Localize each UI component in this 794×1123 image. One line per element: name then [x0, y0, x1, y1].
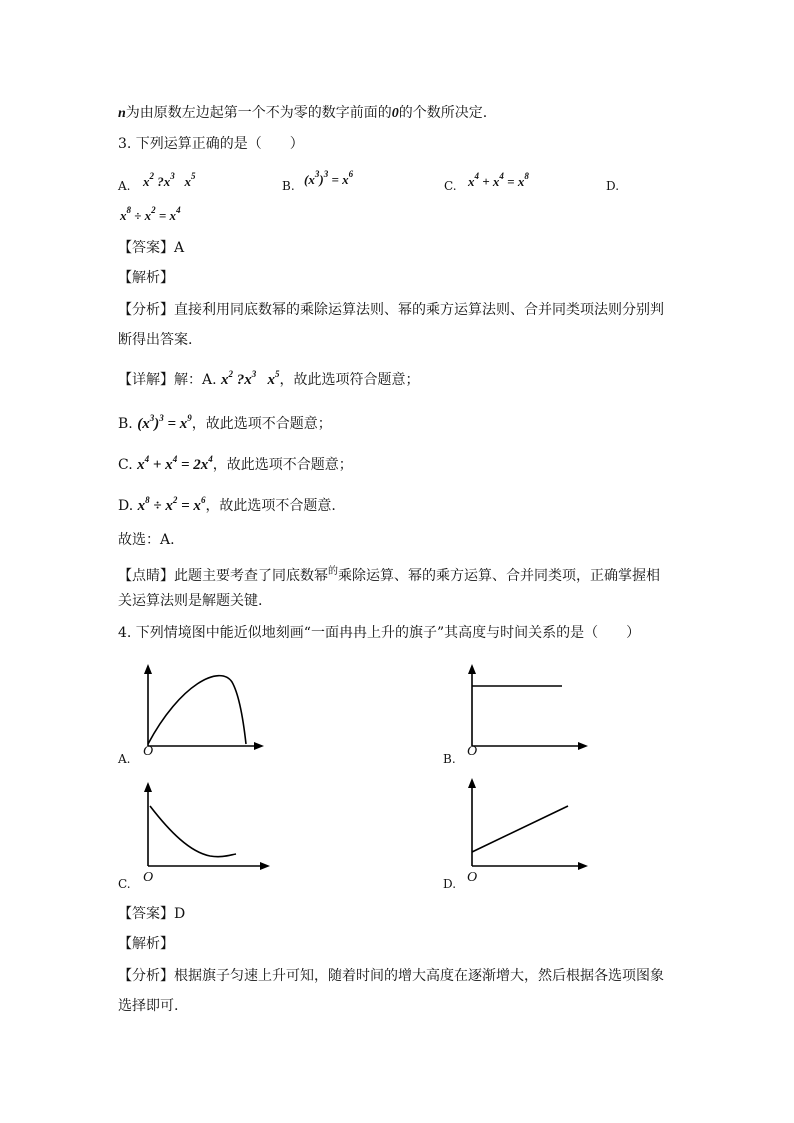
- detail-b: B. $(x^3)^3 = x^9$，故此选项不合题意；: [118, 413, 332, 432]
- option-a-expr: $x^2$ $?x^3$ $x^5$: [143, 171, 196, 189]
- answer-4: 【答案】D: [118, 906, 186, 922]
- answer-3: 【答案】A: [118, 240, 185, 256]
- digit-zero: 0: [391, 106, 399, 121]
- option-a-label: A.: [118, 179, 131, 193]
- question-4-stem: 4. 下列情境图中能近似地刻画“一面冉冉上升的旗子”其高度与时间关系的是（ ）: [118, 625, 641, 641]
- detail-d-expr: $x^8 \div x^2 = x^6$: [137, 495, 206, 514]
- option-d-label: D.: [606, 179, 620, 193]
- analysis-4-line-1: 【分析】根据旗子匀速上升可知，随着时间的增大高度在逐渐增大，然后根据各选项图象: [118, 968, 664, 984]
- graph-a: [140, 664, 266, 754]
- analysis-4-line-2: 选择即可.: [118, 998, 179, 1014]
- graph-b-origin: O: [467, 744, 478, 759]
- graph-c-origin: O: [143, 870, 154, 885]
- graph-a-label: A.: [118, 752, 131, 766]
- option-b-label: B.: [282, 179, 295, 193]
- graph-b: [464, 664, 590, 754]
- comment-3-line-1: 【点睛】此题主要考查了同底数幂$^的$乘除运算、幂的乘方运算、合并同类项，正确掌握相: [118, 566, 660, 584]
- detail-c: C. $x^4 + x^4 = 2x^4$，故此选项不合题意；: [118, 454, 353, 473]
- option-c-label: C.: [444, 179, 457, 193]
- graph-b-label: B.: [443, 752, 456, 766]
- comment-3-line-2: 关运算法则是解题关键.: [118, 593, 263, 609]
- graph-a-origin: O: [143, 744, 154, 759]
- analysis-3-line-1: 【分析】直接利用同底数幂的乘除运算法则、幂的乘方运算法则、合并同类项法则分别判: [118, 302, 664, 318]
- option-c-expr: $x^4 + x^4 = x^8$: [468, 171, 529, 189]
- var-n: n: [118, 106, 126, 121]
- detail-a-expr: $x^2$ $?x^3$ $x^5$: [221, 369, 280, 388]
- detail-c-expr: $x^4 + x^4 = 2x^4$: [137, 454, 213, 473]
- detail-a: 【详解】解：A. $x^2$ $?x^3$ $x^5$，故此选项符合题意；: [118, 369, 420, 388]
- graph-d-label: D.: [443, 877, 457, 891]
- option-d-expr: $x^8 \div x^2 = x^4$: [120, 205, 181, 223]
- option-b-expr: $(x^3)^3 = x^6$: [304, 169, 354, 187]
- graph-c: [140, 782, 272, 872]
- graph-d: [464, 778, 590, 872]
- detail-d: D. $x^8 \div x^2 = x^6$，故此选项不合题意.: [118, 495, 336, 514]
- analysis-3-line-2: 断得出答案.: [118, 332, 193, 348]
- note-line: n为由原数左边起第一个不为零的数字前面的0的个数所决定.: [118, 105, 488, 121]
- graph-d-origin: O: [467, 870, 478, 885]
- jiexi-4: 【解析】: [118, 936, 174, 952]
- choose-3: 故选：A.: [118, 532, 175, 548]
- detail-b-expr: $(x^3)^3 = x^9$: [137, 413, 192, 432]
- question-3-stem: 3. 下列运算正确的是（ ）: [118, 136, 304, 152]
- graph-c-label: C.: [118, 877, 131, 891]
- jiexi-3: 【解析】: [118, 270, 174, 286]
